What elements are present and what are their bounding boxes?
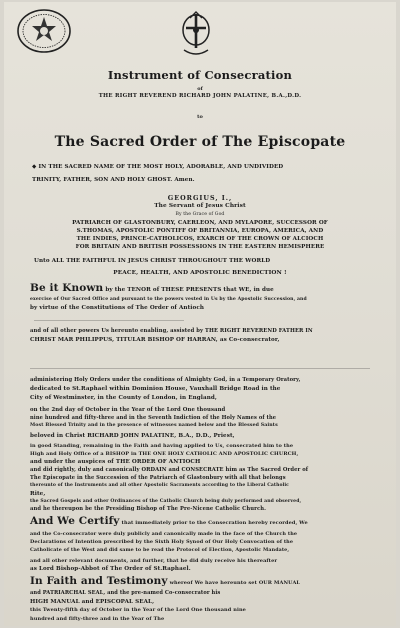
certify-heading: And We Certify — [30, 515, 120, 527]
title-connector-to: to — [197, 114, 203, 120]
signatory-name: GEORGIUS, I., — [167, 194, 233, 202]
elect-line-6: The Episcopate in the Succession of the Patriarch of Glastonbury with all that belongs — [30, 475, 286, 481]
further-line-1: and all other relevant documents, and further, that he did duly receive his thereafter — [30, 558, 278, 564]
date-line-1: on the 2nd day of October in the Year of the Lord One thousand — [30, 407, 226, 413]
elect-line-4: and under the auspices of THE ORDER OF ANTIOCH — [30, 459, 201, 465]
co-consecrator-line-1: and the Co-consecrator were duly publicly and canonically made in the face of the Church the — [30, 531, 298, 537]
assisted-line-2: CHRIST MAR PHILIPPUS, TITULAR BISHOP OF HARRAN, as Co-consecrator, — [30, 337, 280, 343]
order-title: The Sacred Order of The Episcopate — [54, 134, 346, 150]
seal-line-4: hundred and fifty-three and in the Year of The — [30, 616, 165, 622]
co-consecrator-line-2: Declarations of Intention prescribed by the Sixth Holy Synod of Our Holy Convocation of the — [30, 539, 294, 545]
greeting-line: Unto ALL THE FAITHFUL IN JESUS CHRIST THROUGHOUT THE WORLD — [34, 258, 271, 264]
certify-paragraph: And We Certify that immediately prior to the Consecration hereby recorded, We — [30, 515, 308, 527]
oratory-line-2: dedicated to St.Raphael within Dominion House, Vauxhall Bridge Road in the — [30, 386, 281, 392]
aftermath-line-1: the Sacred Gospels and other Ordinances of the Catholic Church being duly performed and observed, — [30, 499, 302, 504]
date-line-2: nine hundred and fifty-three and in the Seventh Indiction of the Holy Names of the — [30, 415, 277, 421]
crest-emblem-icon — [176, 8, 216, 60]
faith-paragraph: In Faith and Testimony whereof We have hereunto set OUR MANUAL — [30, 575, 301, 587]
aftermath-line-2: and he thereupon be the Presiding Bishop of The Pre-Nicene Catholic Church. — [30, 506, 266, 512]
faith-heading: In Faith and Testimony — [30, 575, 168, 587]
known-line-3: by virtue of the Constitutions of The Order of Antioch — [30, 305, 205, 311]
date-line-3: Most Blessed Trinity and in the presence of witnesses named below and the Blessed Saints — [30, 423, 278, 428]
titles-line-3: THE INDIES, PRINCE-CATHOLICOS, EXARCH OF THE CROWN OF ALCIOCH — [76, 236, 324, 242]
faded-rule — [34, 320, 184, 321]
elect-line-2: in good Standing, remaining in the Faith and having applied to Us, consecrated him to the — [30, 443, 294, 449]
seal-line-3: this Twenty-fifth day of October in the Year of the Lord One thousand nine — [30, 607, 246, 613]
elect-line-5: and did rightly, duly and canonically ORDAIN and CONSECRATE him as The Sacred Order of — [30, 467, 309, 473]
elect-line-3: High and Holy Office of a BISHOP in THE ONE HOLY CATHOLIC AND APOSTOLIC CHURCH, — [30, 451, 299, 457]
document-title: Instrument of Consecration — [107, 68, 293, 82]
assisted-line-1: and of all other powers Us hereunto enabling, assisted by THE RIGHT REVEREND FATHER IN — [30, 328, 313, 334]
signatory-role: The Servant of Jesus Christ — [154, 203, 246, 209]
elect-line-7: thereunto of the Instruments and all other Apostolic Sacraments according to the Liberal Catholic — [30, 483, 290, 488]
titles-line-4: FOR BRITAIN AND BRITISH POSSESSIONS IN THE EASTERN HEMISPHERE — [75, 244, 325, 250]
blessing-line: PEACE, HEALTH, AND APOSTOLIC BENEDICTION ! — [113, 270, 287, 276]
be-it-known-heading: Be it Known — [30, 282, 104, 294]
seal-line-1: and PATRIARCHAL SEAL, and the pre-named Co-consecrator his — [30, 590, 221, 596]
title-connector-of: of — [197, 86, 203, 92]
seal-line-2: HIGH MANUAL and EPISCOPAL SEAL, — [30, 599, 155, 605]
faded-rule — [30, 368, 370, 369]
titles-line-1: PATRIARCH OF GLASTONBURY, CAERLEON, AND MYLAPORE, SUCCESSOR OF — [72, 220, 328, 226]
oratory-line-3: City of Westminster, in the County of London, in England, — [30, 395, 217, 401]
seal-emblem-icon — [16, 8, 72, 54]
co-consecrator-line-3: Catholicate of the West and did same to be read the Protocol of Election, Apostolic Mandate, — [30, 547, 290, 553]
invocation-line-1: ◆ IN THE SACRED NAME OF THE MOST HOLY, ADORABLE, AND UNDIVIDED — [32, 164, 284, 170]
elect-line-1: beloved in Christ RICHARD JOHN PALATINE, B.A., D.D., Priest, — [30, 433, 235, 439]
certificate-sheet — [4, 2, 396, 626]
oratory-line-1: administering Holy Orders under the conditions of Almighty God, in a Temporary Oratory, — [30, 377, 301, 383]
consecrator-line: THE RIGHT REVEREND RICHARD JOHN PALATINE, B.A.,D.D. — [98, 93, 302, 99]
titles-line-2: S.THOMAS, APOSTOLIC PONTIFF OF BRITANNIA, EUROPA, AMERICA, AND — [76, 228, 324, 234]
invocation-line-2: TRINITY, FATHER, SON AND HOLY GHOST. Amen. — [32, 177, 195, 183]
further-line-2: as Lord Bishop-Abbot of The Order of St.Raphael. — [30, 566, 191, 572]
by-grace-line: By the Grace of God — [175, 212, 225, 217]
known-line-2: exercise of Our Sacred Office and pursuant to the powers vested in Us by the Apostolic Succession, and — [30, 297, 307, 302]
be-it-known-paragraph: Be it Known by the TENOR of THESE PRESENTS that WE, in due — [30, 282, 274, 294]
elect-line-8: Rite, — [30, 491, 46, 497]
